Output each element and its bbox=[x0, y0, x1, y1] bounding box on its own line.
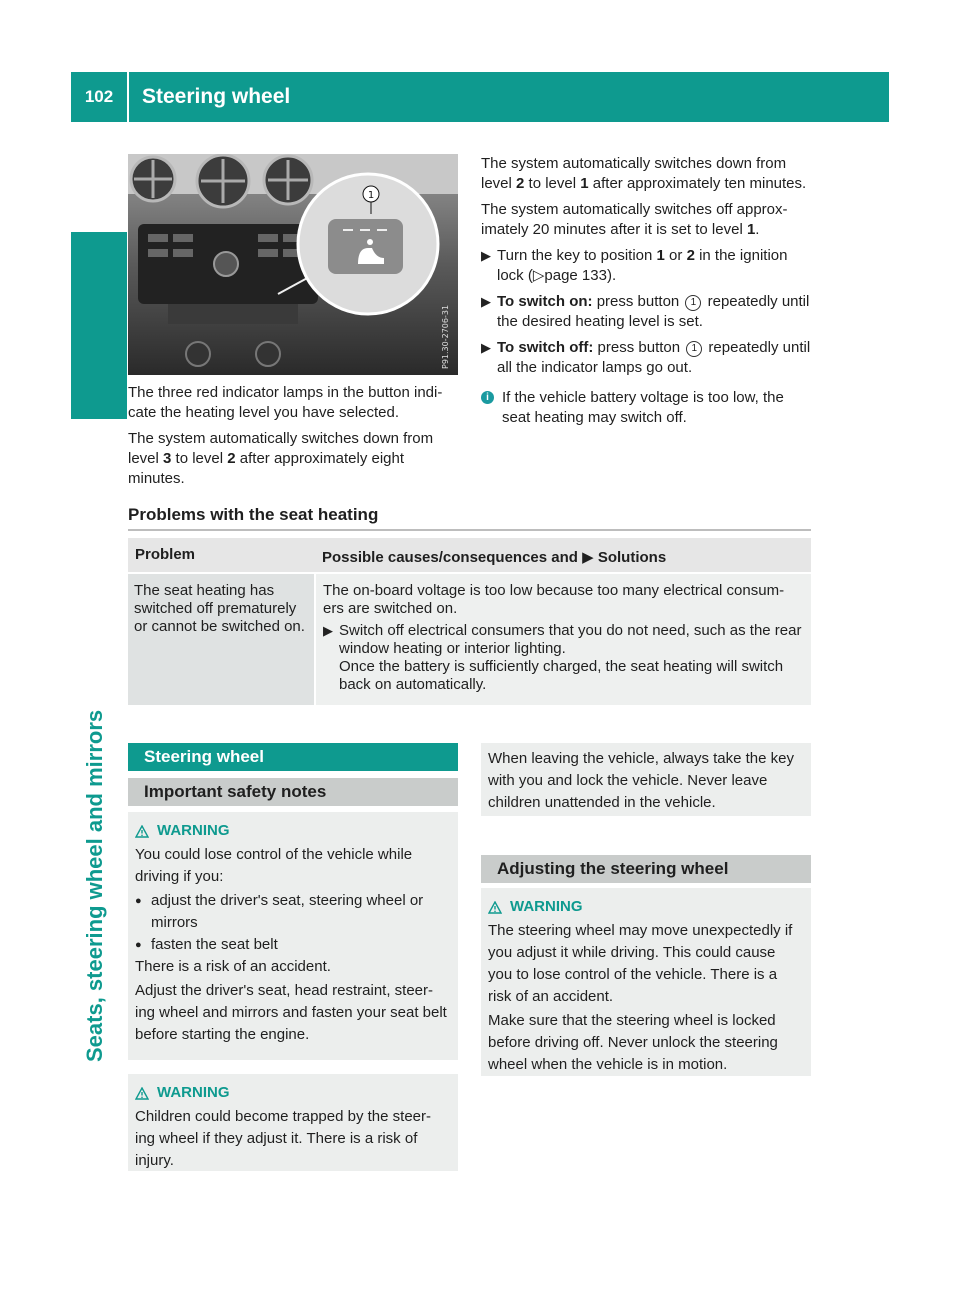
side-tab-label: Seats, steering wheel and mirrors bbox=[82, 709, 107, 1062]
warning-icon bbox=[135, 825, 149, 838]
solution-step: ▶ Switch off electrical consumers that you do not need, such as the rear window heating or interior lighting. Once the battery is sufficiently charged, the seat heating will switch back on automatically. bbox=[323, 622, 802, 693]
warning-icon bbox=[135, 1087, 149, 1100]
page-number: 102 bbox=[71, 72, 127, 122]
arrow-icon: ▶ bbox=[582, 549, 594, 566]
bullet-icon: ● bbox=[135, 895, 142, 907]
warning-title: WARNING bbox=[488, 896, 803, 918]
list-item: ● fasten the seat belt bbox=[135, 934, 450, 956]
warning-icon bbox=[488, 901, 502, 914]
warning-title: WARNING bbox=[135, 1082, 450, 1104]
indicator-paragraph: The three red indicator lamps in the button indi- cate the heating level you have selected. bbox=[128, 384, 443, 421]
section-steering-wheel: Steering wheel bbox=[128, 743, 458, 771]
bullet-icon: ● bbox=[135, 939, 142, 951]
table-cell-problem: The seat heating has switched off prematurely or cannot be switched on. bbox=[134, 582, 305, 635]
figure-callout: 1 bbox=[367, 190, 375, 201]
list-item: ● adjust the driver's seat, steering wheel or mirrors bbox=[135, 890, 450, 934]
warning-box-1: WARNING You could lose control of the vehicle while driving if you: ● adjust the driver's seat, steering wheel or mirrors ● fasten the seat belt There is a risk of an accident. Adjust the driver's seat, head restraint, steer- ing wheel and mirrors and fasten your seat belt before starting the engine. bbox=[128, 812, 458, 1060]
step-switch-on: ▶ To switch on: press button 1 repeatedly until the desired heating level is set. bbox=[481, 293, 810, 330]
figure-code: P91.30-2706-31 bbox=[441, 304, 450, 369]
section-adjusting: Adjusting the steering wheel bbox=[481, 855, 811, 883]
right-column-text bbox=[481, 154, 813, 428]
warning-title: WARNING bbox=[135, 820, 450, 842]
step-ignition: ▶ Turn the key to position 1 or 2 in the ignition lock (▷page 133). bbox=[481, 247, 788, 284]
dashboard-illustration bbox=[128, 154, 458, 375]
dashboard-figure bbox=[128, 154, 458, 375]
problems-rule bbox=[128, 529, 811, 531]
arrow-icon: ▶ bbox=[481, 294, 491, 309]
switch-down-paragraph-2: The system automatically switches down from level 2 to level 1 after approximately ten minutes. bbox=[481, 155, 807, 192]
step-switch-off: ▶ To switch off: press button 1 repeatedly until all the indicator lamps go out. bbox=[481, 339, 811, 376]
left-column-text bbox=[128, 383, 460, 495]
note-box: When leaving the vehicle, always take the key with you and lock the vehicle. Never leave children unattended in the vehicle. bbox=[481, 743, 811, 816]
button-ref-icon: 1 bbox=[686, 341, 702, 357]
side-tab-block bbox=[71, 232, 127, 419]
table-cell-solution: The on-board voltage is too low because too many electrical consum- ers are switched on. ▶ Switch off electrical consumers that you do not need, such as the rear window heating or interior lighting. Once the battery is sufficiently charged, the seat heating will switch back on automatically. bbox=[323, 582, 807, 700]
switch-down-paragraph: The system automatically switches down from level 3 to level 2 after approximately eight minutes. bbox=[128, 430, 434, 487]
page-title: Steering wheel bbox=[129, 72, 889, 122]
arrow-icon: ▶ bbox=[481, 340, 491, 355]
arrow-icon: ▶ bbox=[323, 623, 333, 638]
warning-box-2: WARNING Children could become trapped by the steer- ing wheel if they adjust it. There is a risk of injury. bbox=[128, 1074, 458, 1171]
info-note: i If the vehicle battery voltage is too low, the seat heating may switch off. bbox=[481, 388, 813, 428]
arrow-icon: ▶ bbox=[481, 248, 491, 263]
warning-box-3: WARNING The steering wheel may move unexpectedly if you adjust it while driving. This could cause you to lose control of the vehicle. There is a risk of an accident. Make sure that the steering wheel is locked before driving off. Never unlock the steering wheel when the vehicle is in motion. bbox=[481, 888, 811, 1076]
info-icon: i bbox=[481, 391, 494, 404]
button-ref-icon: 1 bbox=[685, 295, 701, 311]
page-ref-link[interactable]: page 133 bbox=[544, 267, 607, 284]
section-safety-notes: Important safety notes bbox=[128, 778, 458, 806]
col-solutions: Possible causes/consequences and ▶ Solutions bbox=[322, 549, 667, 566]
problems-heading: Problems with the seat heating bbox=[128, 505, 379, 524]
page-ref-icon: ▷ bbox=[532, 267, 545, 284]
switch-off-paragraph: The system automatically switches off approx- imately 20 minutes after it is set to level 1. bbox=[481, 201, 788, 238]
col-problem: Problem bbox=[135, 546, 196, 563]
